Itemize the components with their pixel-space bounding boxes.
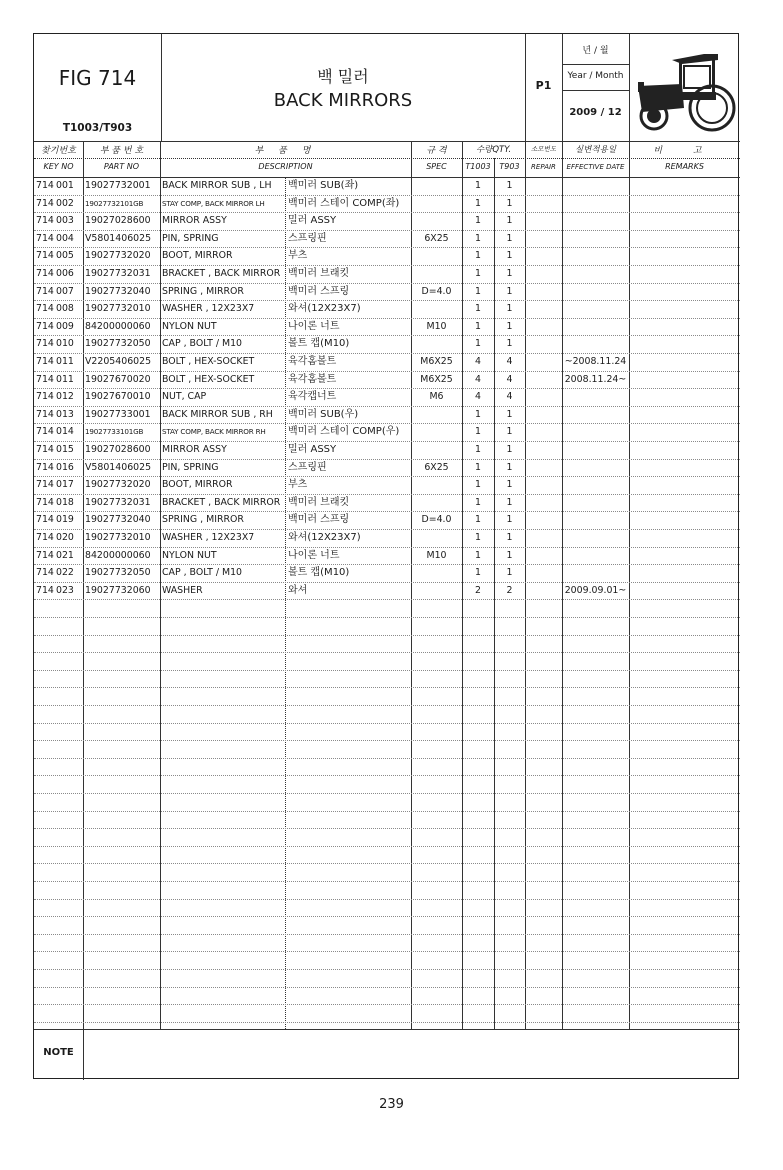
qty-t903-cell: 1: [506, 496, 513, 508]
key-no-cell: 020: [56, 532, 74, 543]
description-ko-cell: 백미러 브래킷: [288, 496, 350, 508]
description-ko-cell: 백미러 스테이 COMP(우): [288, 426, 400, 438]
fig-cell: 714: [36, 532, 54, 543]
part-no-cell: 19027732050: [85, 338, 151, 350]
description-en-cell: WASHER , 12X23X7: [162, 532, 255, 543]
fig-cell: 714: [36, 338, 54, 350]
qty-t1003-cell: 4: [475, 391, 481, 403]
key-no-cell: 010: [56, 338, 74, 350]
key-no-cell: 003: [56, 215, 74, 227]
qty-t1003-cell: 1: [475, 426, 481, 438]
spec-cell: [411, 441, 462, 459]
description-en-cell: PIN, SPRING: [162, 461, 219, 473]
fig-cell: 714: [36, 408, 54, 420]
col-repair-ko: 소모번도: [530, 145, 557, 153]
spec-cell: M10: [426, 320, 447, 332]
effective-date-cell: [562, 247, 629, 265]
effective-date-cell: [562, 265, 629, 283]
qty-t1003-cell: 1: [475, 532, 481, 543]
spec-cell: D=4.0: [421, 285, 452, 297]
effective-date-cell: [562, 177, 629, 195]
description-en-cell: NYLON NUT: [162, 320, 217, 332]
effective-date-cell: [562, 335, 629, 353]
note-label: NOTE: [43, 1047, 74, 1058]
col-eff-ko: 실변적용일: [574, 145, 617, 155]
spec-cell: [411, 265, 462, 283]
key-no-cell: 015: [56, 444, 74, 455]
qty-t903-cell: 1: [506, 320, 513, 332]
fig-cell: 714: [36, 373, 54, 385]
description-en-cell: NUT, CAP: [162, 391, 207, 403]
col-part-en: PART NO: [103, 162, 140, 171]
fig-cell: 714: [36, 285, 54, 297]
description-en-cell: NYLON NUT: [162, 549, 217, 561]
col-qty-t1003: T1003: [465, 162, 491, 171]
fig-cell: 714: [36, 479, 54, 491]
year-month-label-korean: 년 / 월: [582, 46, 609, 56]
effective-date-cell: [562, 547, 629, 565]
effective-date-cell: [562, 564, 629, 582]
qty-t903-cell: 1: [506, 549, 513, 561]
tractor-icon: [632, 42, 736, 134]
spec-cell: D=4.0: [421, 514, 452, 526]
col-rem-ko: 비 고: [653, 146, 716, 156]
description-ko-cell: 스프링핀: [288, 461, 327, 473]
description-ko-cell: 백미러 SUB(좌): [288, 180, 359, 191]
description-en-cell: BOLT , HEX-SOCKET: [162, 356, 255, 367]
effective-date-cell: [562, 300, 629, 318]
description-en-cell: BOLT , HEX-SOCKET: [162, 373, 255, 385]
effective-date-cell: [562, 494, 629, 512]
qty-t903-cell: 1: [506, 232, 513, 244]
key-no-cell: 016: [56, 461, 74, 473]
part-no-cell: 84200000060: [85, 320, 151, 332]
fig-cell: 714: [36, 197, 54, 209]
part-no-cell: 19027732040: [85, 514, 151, 526]
qty-t1003-cell: 1: [475, 444, 481, 455]
part-no-cell: 19027732031: [85, 268, 151, 279]
qty-t903-cell: 4: [506, 391, 513, 403]
qty-t903-cell: 1: [506, 303, 513, 315]
fig-cell: 714: [36, 180, 54, 191]
qty-t903-cell: 1: [506, 514, 513, 526]
qty-t1003-cell: 1: [475, 461, 481, 473]
key-no-cell: 008: [56, 303, 74, 315]
effective-date-cell: [562, 476, 629, 494]
part-no-cell: 19027732010: [85, 303, 151, 315]
spec-cell: M10: [426, 549, 447, 561]
fig-cell: 714: [36, 514, 54, 526]
key-no-cell: 013: [56, 408, 74, 420]
key-no-cell: 011: [56, 373, 74, 385]
description-ko-cell: 나이론 너트: [288, 549, 340, 561]
spec-cell: [411, 177, 462, 195]
spec-cell: [411, 406, 462, 424]
qty-t903-cell: 1: [506, 180, 513, 191]
col-key-en: KEY NO: [43, 162, 74, 171]
qty-t1003-cell: 1: [475, 197, 481, 209]
description-ko-cell: 볼트 캡(M10): [288, 338, 350, 350]
qty-t903-cell: 1: [506, 532, 513, 543]
qty-t903-cell: 1: [506, 285, 513, 297]
description-en-cell: BACK MIRROR SUB , LH: [162, 180, 272, 191]
spec-cell: M6X25: [420, 373, 453, 385]
fig-cell: 714: [36, 567, 54, 579]
col-desc-ko: 부 품 명: [254, 146, 317, 156]
qty-t903-cell: 1: [506, 197, 513, 209]
key-no-cell: 017: [56, 479, 74, 491]
description-ko-cell: 와셔: [288, 584, 308, 596]
effective-date-cell: [562, 283, 629, 301]
spec-cell: 6X25: [424, 461, 449, 473]
col-repair-en: REPAIR: [531, 163, 556, 171]
qty-t1003-cell: 1: [475, 232, 481, 244]
key-no-cell: 014: [56, 426, 74, 438]
qty-t903-cell: 1: [506, 479, 513, 491]
qty-t1003-cell: 4: [475, 356, 481, 367]
description-ko-cell: 백미러 스프링: [288, 514, 350, 526]
key-no-cell: 022: [56, 567, 74, 579]
qty-t1003-cell: 2: [475, 584, 481, 596]
description-en-cell: STAY COMP, BACK MIRROR RH: [162, 427, 266, 437]
part-no-cell: 19027732031: [85, 496, 151, 508]
effective-date-cell: 2009.09.01~: [564, 584, 627, 596]
qty-t1003-cell: 1: [475, 567, 481, 579]
qty-t1003-cell: 1: [475, 496, 481, 508]
qty-t1003-cell: 1: [475, 320, 481, 332]
qty-t1003-cell: 1: [475, 408, 481, 420]
effective-date-cell: [562, 511, 629, 529]
spec-cell: [411, 212, 462, 230]
qty-t1003-cell: 1: [475, 514, 481, 526]
qty-t903-cell: 1: [506, 215, 513, 227]
spec-cell: M6: [429, 391, 444, 403]
key-no-cell: 021: [56, 549, 74, 561]
description-ko-cell: 백미러 SUB(우): [288, 408, 359, 420]
key-no-cell: 005: [56, 250, 74, 262]
part-no-cell: 19027028600: [85, 444, 151, 455]
part-no-cell: V5801406025: [85, 461, 152, 473]
spec-cell: [411, 195, 462, 213]
fig-cell: 714: [36, 444, 54, 455]
spec-cell: [411, 335, 462, 353]
title-english: BACK MIRRORS: [273, 90, 413, 111]
fig-cell: 714: [36, 584, 54, 596]
spec-cell: [411, 247, 462, 265]
qty-t903-cell: 1: [506, 338, 513, 350]
fig-cell: 714: [36, 549, 54, 561]
qty-t1003-cell: 1: [475, 285, 481, 297]
part-no-cell: 84200000060: [85, 549, 151, 561]
fig-cell: 714: [36, 496, 54, 508]
effective-date-cell: [562, 459, 629, 477]
fig-cell: 714: [36, 426, 54, 438]
fig-cell: 714: [36, 320, 54, 332]
qty-t1003-cell: 1: [475, 215, 481, 227]
description-en-cell: SPRING , MIRROR: [162, 285, 244, 297]
col-rem-en: REMARKS: [665, 162, 704, 171]
spec-cell: [411, 476, 462, 494]
qty-t903-cell: 1: [506, 250, 513, 262]
description-ko-cell: 나이론 너트: [288, 320, 340, 332]
fig-cell: 714: [36, 232, 54, 244]
col-qty-t903: T903: [499, 162, 520, 171]
effective-date-cell: ~2008.11.24: [564, 356, 627, 367]
fig-cell: 714: [36, 356, 54, 367]
description-ko-cell: 밀러 ASSY: [288, 215, 337, 227]
spec-cell: [411, 423, 462, 441]
spec-cell: [411, 582, 462, 600]
spec-cell: [411, 494, 462, 512]
key-no-cell: 006: [56, 268, 74, 279]
description-ko-cell: 부츠: [288, 479, 308, 491]
parts-list-sheet: [33, 33, 739, 1079]
description-en-cell: WASHER , 12X23X7: [162, 303, 255, 315]
part-no-cell: 19027732020: [85, 479, 151, 491]
effective-date-cell: [562, 441, 629, 459]
key-no-cell: 018: [56, 496, 74, 508]
key-no-cell: 004: [56, 232, 74, 244]
description-ko-cell: 스프링핀: [288, 232, 327, 244]
part-no-cell: 19027732101GB: [85, 198, 144, 208]
key-no-cell: 002: [56, 197, 74, 209]
part-no-cell: 19027670010: [85, 391, 151, 403]
description-ko-cell: 부츠: [288, 250, 308, 262]
qty-t903-cell: 1: [506, 567, 513, 579]
year-month-value: 2009 / 12: [569, 107, 622, 118]
description-ko-cell: 와셔(12X23X7): [288, 303, 361, 315]
part-no-cell: 19027732050: [85, 567, 151, 579]
effective-date-cell: [562, 529, 629, 547]
key-no-cell: 019: [56, 514, 74, 526]
col-desc-en: DESCRIPTION: [258, 162, 313, 171]
spec-cell: [411, 564, 462, 582]
part-no-cell: 19027732001: [85, 180, 151, 191]
description-en-cell: MIRROR ASSY: [162, 215, 227, 227]
part-no-cell: 19027732010: [85, 532, 151, 543]
qty-t1003-cell: 1: [475, 303, 481, 315]
description-en-cell: WASHER: [162, 584, 203, 596]
part-no-cell: 19027732020: [85, 250, 151, 262]
model-codes: T1003/T903: [62, 122, 133, 134]
qty-t1003-cell: 1: [475, 268, 481, 279]
qty-t1003-cell: 1: [475, 250, 481, 262]
effective-date-cell: [562, 318, 629, 336]
description-ko-cell: 볼트 캡(M10): [288, 567, 350, 579]
description-ko-cell: 육각홈볼트: [288, 356, 337, 367]
qty-t1003-cell: 1: [475, 549, 481, 561]
part-no-cell: 19027732060: [85, 584, 151, 596]
description-ko-cell: 백미러 스프링: [288, 285, 350, 297]
col-key-ko: 찾기번호: [41, 146, 76, 156]
col-part-ko: 부 품 번 호: [99, 146, 144, 156]
qty-t1003-cell: 1: [475, 338, 481, 350]
effective-date-cell: [562, 195, 629, 213]
description-en-cell: BRACKET , BACK MIRROR: [162, 496, 281, 508]
description-en-cell: PIN, SPRING: [162, 232, 219, 244]
description-ko-cell: 육각홈볼트: [288, 373, 337, 385]
description-en-cell: CAP , BOLT / M10: [162, 338, 242, 350]
qty-t1003-cell: 4: [475, 373, 481, 385]
spec-cell: 6X25: [424, 232, 449, 244]
description-ko-cell: 밀러 ASSY: [288, 444, 337, 455]
spec-cell: [411, 300, 462, 318]
qty-t903-cell: 2: [506, 584, 513, 596]
description-en-cell: BOOT, MIRROR: [162, 479, 233, 491]
description-ko-cell: 육각캡너트: [288, 391, 337, 403]
fig-number: FIG 714: [58, 66, 137, 90]
qty-t903-cell: 4: [506, 356, 513, 367]
description-en-cell: BOOT, MIRROR: [162, 250, 233, 262]
part-no-cell: 19027028600: [85, 215, 151, 227]
effective-date-cell: 2008.11.24~: [564, 373, 627, 385]
description-en-cell: MIRROR ASSY: [162, 444, 227, 455]
fig-cell: 714: [36, 215, 54, 227]
fig-cell: 714: [36, 303, 54, 315]
part-no-cell: 19027733101GB: [85, 427, 144, 437]
description-ko-cell: 백미러 브래킷: [288, 268, 350, 279]
qty-t903-cell: 1: [506, 408, 513, 420]
page-code: P1: [535, 79, 552, 92]
qty-t903-cell: 1: [506, 426, 513, 438]
effective-date-cell: [562, 423, 629, 441]
year-month-label: Year / Month: [567, 71, 624, 81]
spec-cell: [411, 529, 462, 547]
key-no-cell: 009: [56, 320, 74, 332]
fig-cell: 714: [36, 268, 54, 279]
effective-date-cell: [562, 230, 629, 248]
qty-t903-cell: 1: [506, 268, 513, 279]
part-no-cell: 19027670020: [85, 373, 151, 385]
title-korean: 백 밀러: [317, 67, 369, 86]
qty-t903-cell: 4: [506, 373, 513, 385]
key-no-cell: 011: [56, 356, 74, 367]
col-spec-ko: 규 격: [426, 146, 447, 156]
effective-date-cell: [562, 212, 629, 230]
qty-t1003-cell: 1: [475, 180, 481, 191]
key-no-cell: 012: [56, 391, 74, 403]
description-en-cell: STAY COMP, BACK MIRROR LH: [162, 198, 265, 208]
description-ko-cell: 와셔(12X23X7): [288, 532, 361, 543]
key-no-cell: 023: [56, 584, 74, 596]
part-no-cell: 19027733001: [85, 408, 151, 420]
key-no-cell: 007: [56, 285, 74, 297]
qty-t903-cell: 1: [506, 444, 513, 455]
col-eff-en: EFFECTIVE DATE: [566, 163, 625, 171]
description-en-cell: BACK MIRROR SUB , RH: [162, 408, 273, 420]
fig-cell: 714: [36, 250, 54, 262]
effective-date-cell: [562, 388, 629, 406]
effective-date-cell: [562, 406, 629, 424]
fig-cell: 714: [36, 461, 54, 473]
spec-cell: M6X25: [420, 356, 453, 367]
description-en-cell: SPRING , MIRROR: [162, 514, 244, 526]
page-number: 239: [379, 1097, 404, 1112]
fig-cell: 714: [36, 391, 54, 403]
description-en-cell: CAP , BOLT / M10: [162, 567, 242, 579]
part-no-cell: 19027732040: [85, 285, 151, 297]
part-no-cell: V5801406025: [85, 232, 152, 244]
description-en-cell: BRACKET , BACK MIRROR: [162, 268, 281, 279]
description-ko-cell: 백미러 스테이 COMP(좌): [288, 197, 400, 209]
col-spec-en: SPEC: [426, 162, 447, 171]
part-no-cell: V2205406025: [85, 356, 152, 367]
qty-t1003-cell: 1: [475, 479, 481, 491]
key-no-cell: 001: [56, 180, 74, 191]
col-qty-ko: 수량QTY.: [475, 145, 512, 155]
qty-t903-cell: 1: [506, 461, 513, 473]
